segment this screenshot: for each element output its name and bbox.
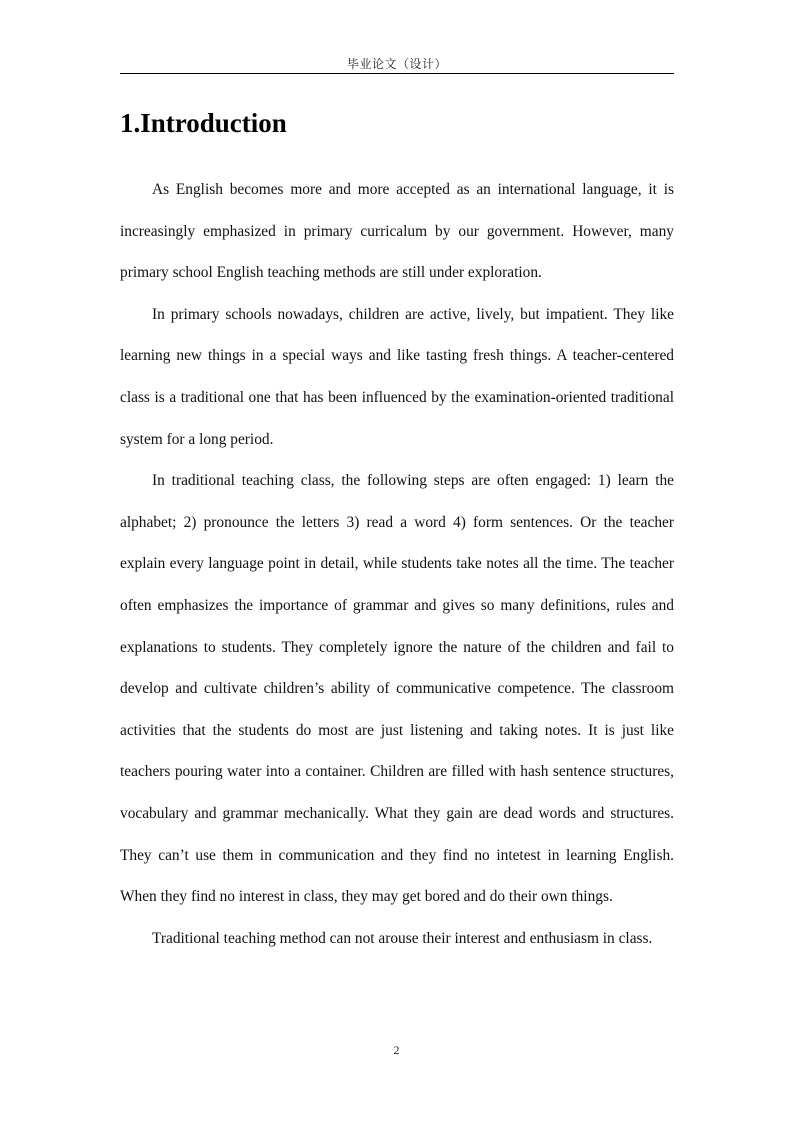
paragraph-3: In traditional teaching class, the following steps are often engaged: 1) learn the alphabet; 2) pronounce the letters 3) read a word 4) form sentences. Or the teacher explain every language point in detail, while students take notes all the time. The teacher often emphasizes the importance of grammar and gives so many definitions, rules and explanations to students. They completely ignore the nature of the children and fail to develop and cultivate children’s ability of communicative competence. The classroom activities that the students do most are just listening and taking notes. It is just like teachers pouring water into a container. Children are filled with hash sentence structures, vocabulary and grammar mechanically. What they gain are dead words and structures. They can’t use them in communication and they find no intetest in learning English. When they find no interest in class, they may get bored and do their own things. (120, 472, 674, 906)
running-header: 毕业论文（设计） (346, 57, 447, 71)
paragraph-4: Traditional teaching method can not arouse their interest and enthusiasm in class. (152, 929, 653, 947)
paragraph-1: As English becomes more and more accepted as an international language, it is increasingly emphasized in primary curricalum by our government. However, many primary school English teaching methods are still under exploration. (120, 181, 674, 282)
body-text (120, 169, 674, 959)
page-number: 2 (393, 1043, 400, 1057)
chapter-title: 1.Introduction (120, 108, 287, 138)
header-divider (120, 73, 674, 74)
paragraph-2: In primary schools nowadays, children are active, lively, but impatient. They like learning new things in a special ways and like tasting fresh things. A teacher-centered class is a traditional one that has been influenced by the examination-oriented traditional system for a long period. (120, 305, 674, 448)
